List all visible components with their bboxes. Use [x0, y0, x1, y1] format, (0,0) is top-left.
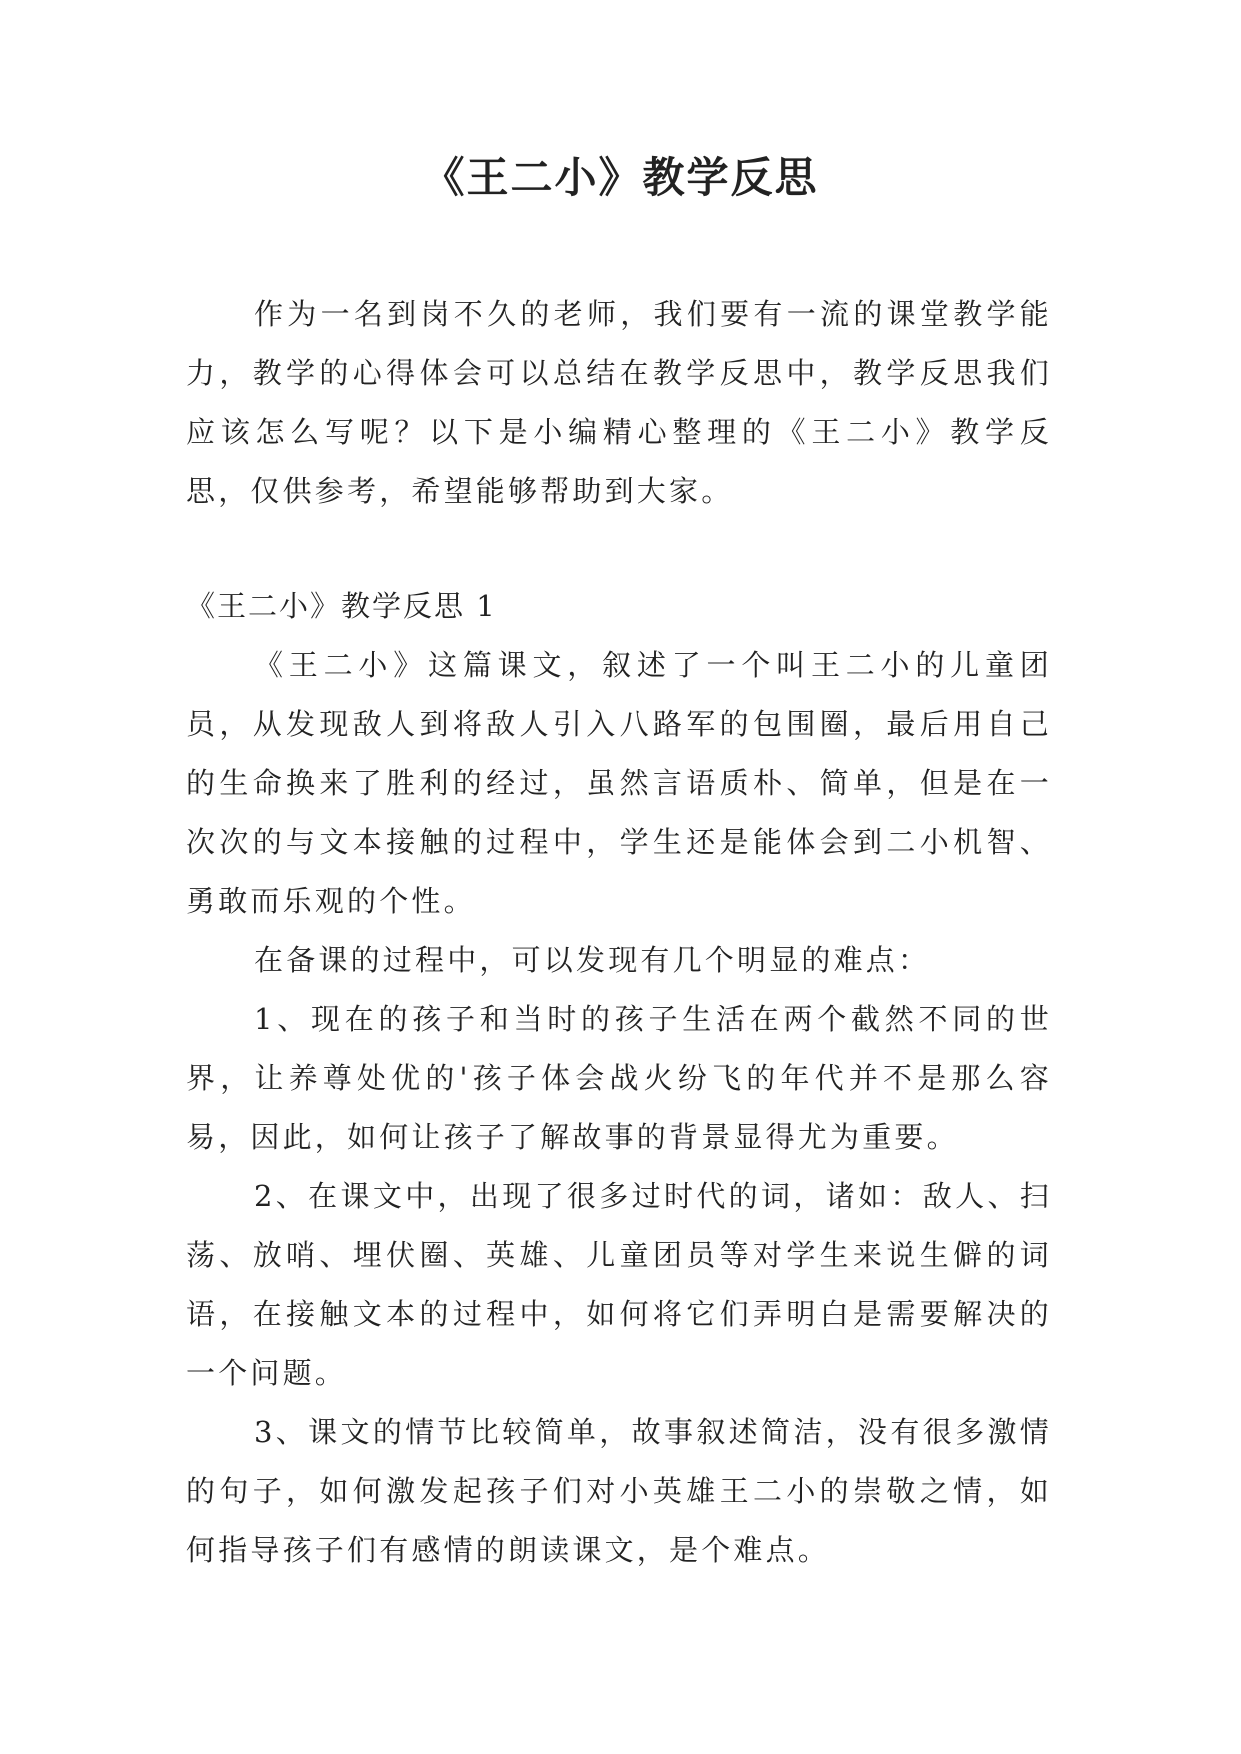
intro-paragraph: 作为一名到岗不久的老师，我们要有一流的课堂教学能力，教学的心得体会可以总结在教学反思中，教学反思我们应该怎么写呢？以下是小编精心整理的《王二小》教学反思，仅供参考，希望能够帮助到大家。	[186, 297, 1052, 508]
document-title: 《王二小》教学反思	[422, 153, 819, 202]
difficulty-item-2: 2、在课文中，出现了很多过时代的词，诸如：敌人、扫荡、放哨、埋伏圈、英雄、儿童团员等对学生来说生僻的词语，在接触文本的过程中，如何将它们弄明白是需要解决的一个问题。	[186, 1179, 1052, 1390]
section-heading: 《王二小》教学反思 1	[186, 589, 497, 623]
difficulty-item-3: 3、课文的情节比较简单，故事叙述简洁，没有很多激情的句子，如何激发起孩子们对小英雄王二小的崇敬之情，如何指导孩子们有感情的朗读课文，是个难点。	[186, 1415, 1052, 1567]
body-paragraph-1: 《王二小》这篇课文，叙述了一个叫王二小的儿童团员，从发现敌人到将敌人引入八路军的包围圈，最后用自己的生命换来了胜利的经过，虽然言语质朴、简单，但是在一次次的与文本接触的过程中，学生还是能体会到二小机智、勇敢而乐观的个性。	[186, 648, 1052, 918]
document-body	[186, 285, 1052, 1580]
body-paragraph-2: 在备课的过程中，可以发现有几个明显的难点：	[254, 943, 931, 977]
difficulty-item-1: 1、现在的孩子和当时的孩子生活在两个截然不同的世界，让养尊处优的'孩子体会战火纷飞的年代并不是那么容易，因此，如何让孩子了解故事的背景显得尤为重要。	[186, 1002, 1052, 1154]
